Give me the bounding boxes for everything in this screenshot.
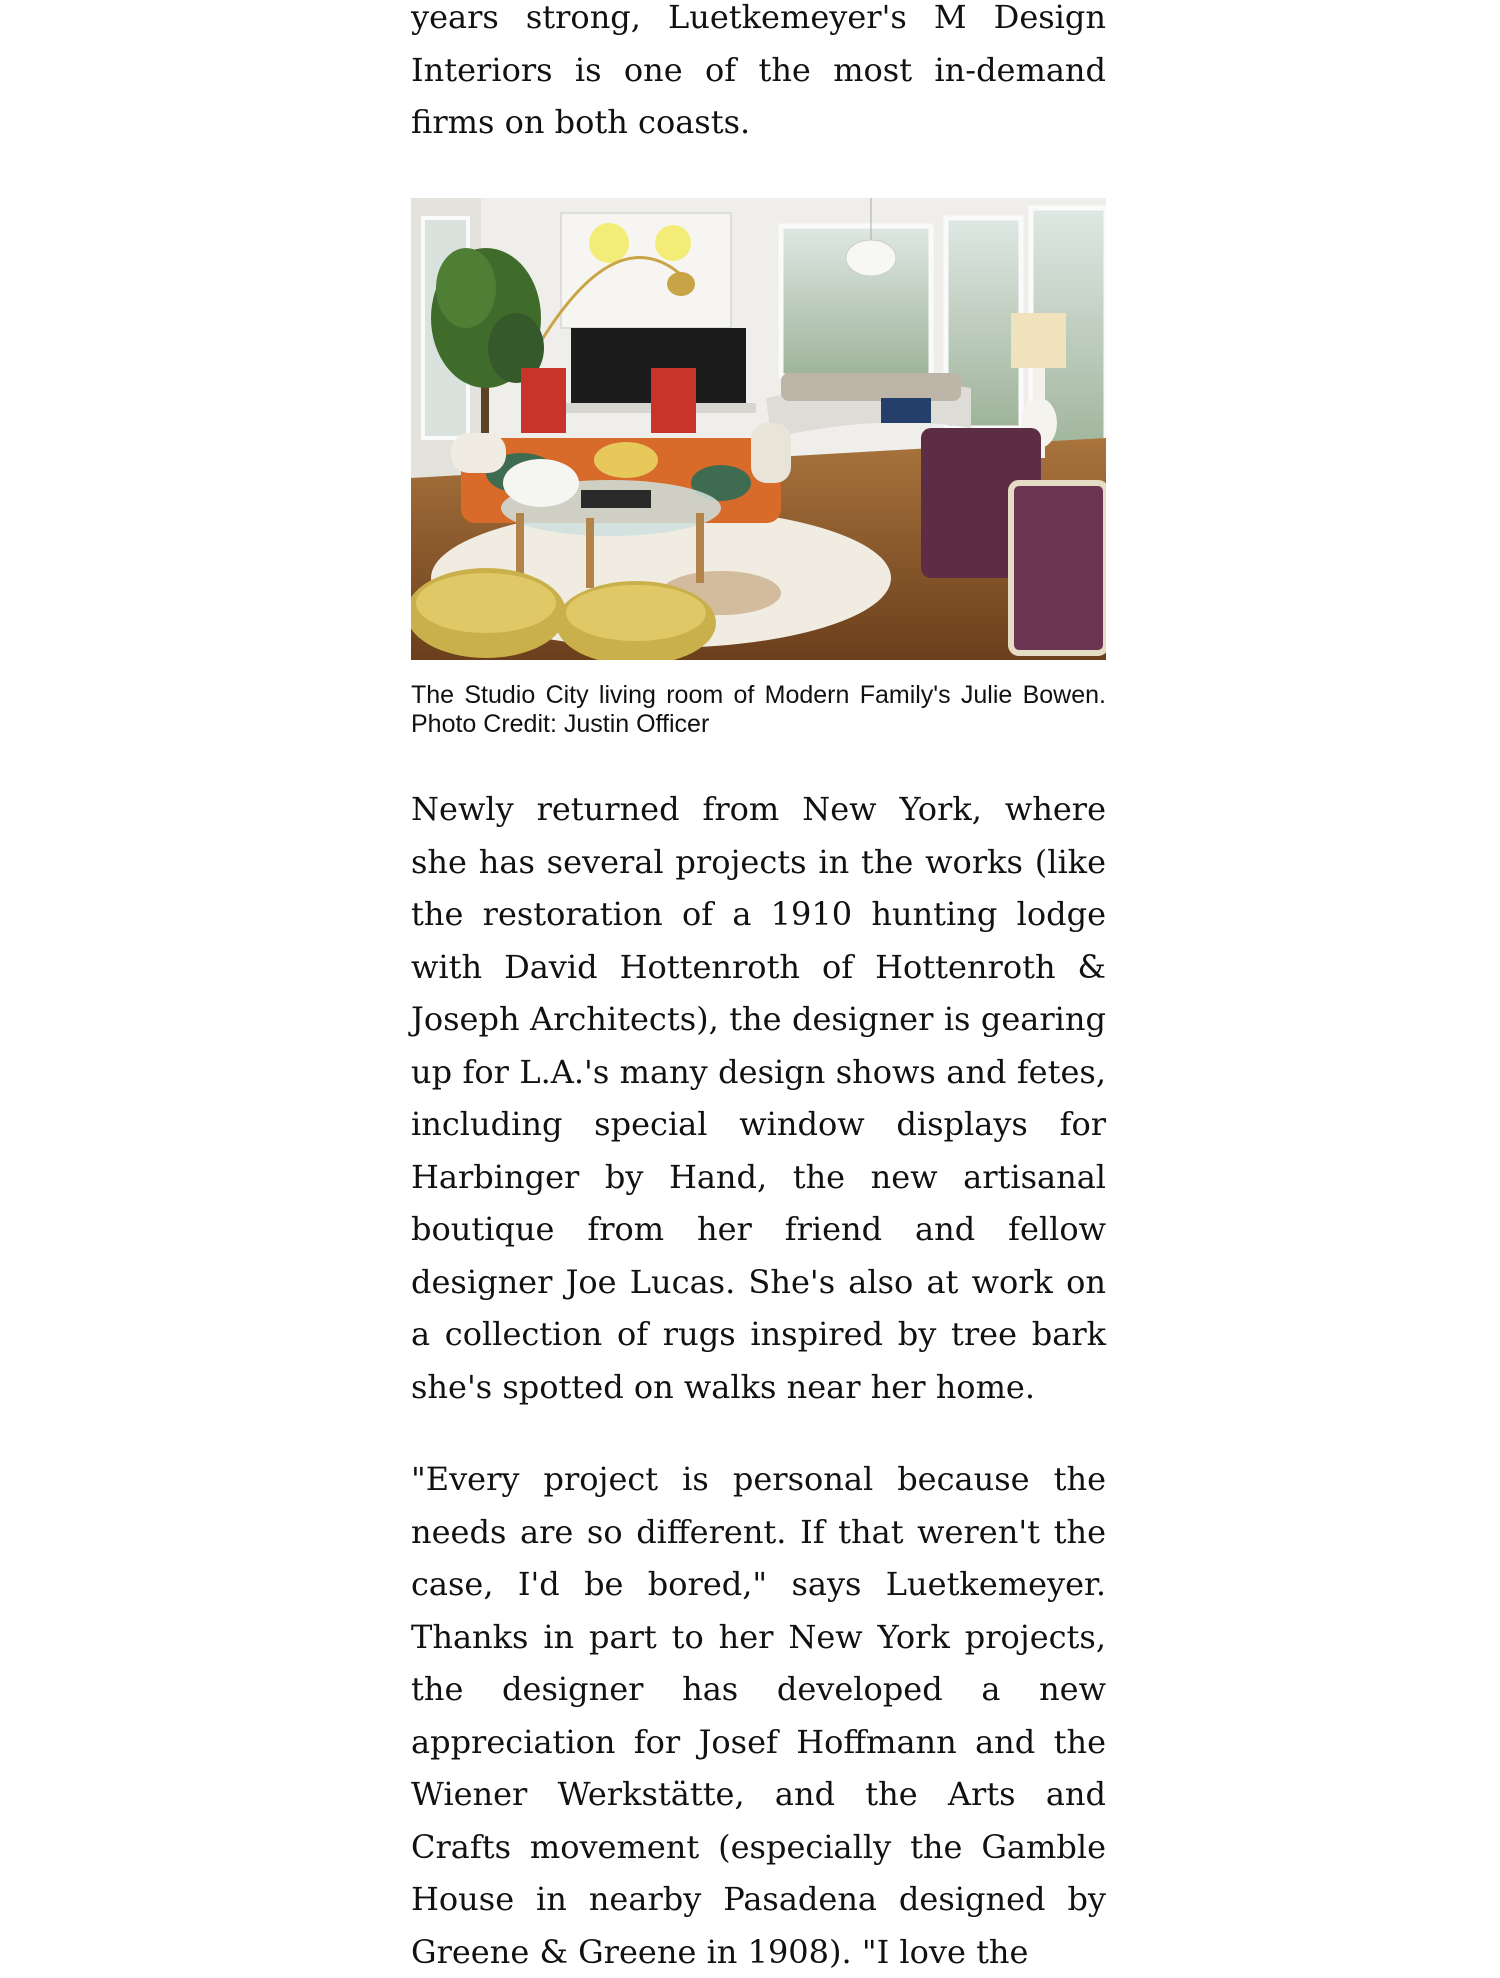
article-paragraph-quote: "Every project is personal because the needs are so different. If that weren't the case, I'd be bored," says Luetkemeyer. Thanks in part to her New York projects, the designer has developed a new appreciation for Josef Hoffmann and the Wiener Werkstätte, and the Arts and Crafts movement (especially the Gamble House in nearby Pasadena designed by Greene & Greene in 1908). "I love the [411,1460,1106,1971]
photo-caption: The Studio City living room of Modern Family's Julie Bowen. Photo Credit: Justin Officer [411,681,1106,738]
living-room-photo [411,198,1106,660]
intro-paragraph-fragment: years strong, Luetkemeyer's M Design Interiors is one of the most in-demand firms on both coasts. [411,0,1106,141]
article-paragraph: Newly returned from New York, where she has several projects in the works (like the restoration of a 1910 hunting lodge with David Hottenroth of Hottenroth & Joseph Architects), the designer is gearing up for L.A.'s many design shows and fetes, including special window displays for Harbinger by Hand, the new artisanal boutique from her friend and fellow designer Joe Lucas. She's also at work on a collection of rugs inspired by tree bark she's spotted on walks near her home. [411,790,1106,1406]
